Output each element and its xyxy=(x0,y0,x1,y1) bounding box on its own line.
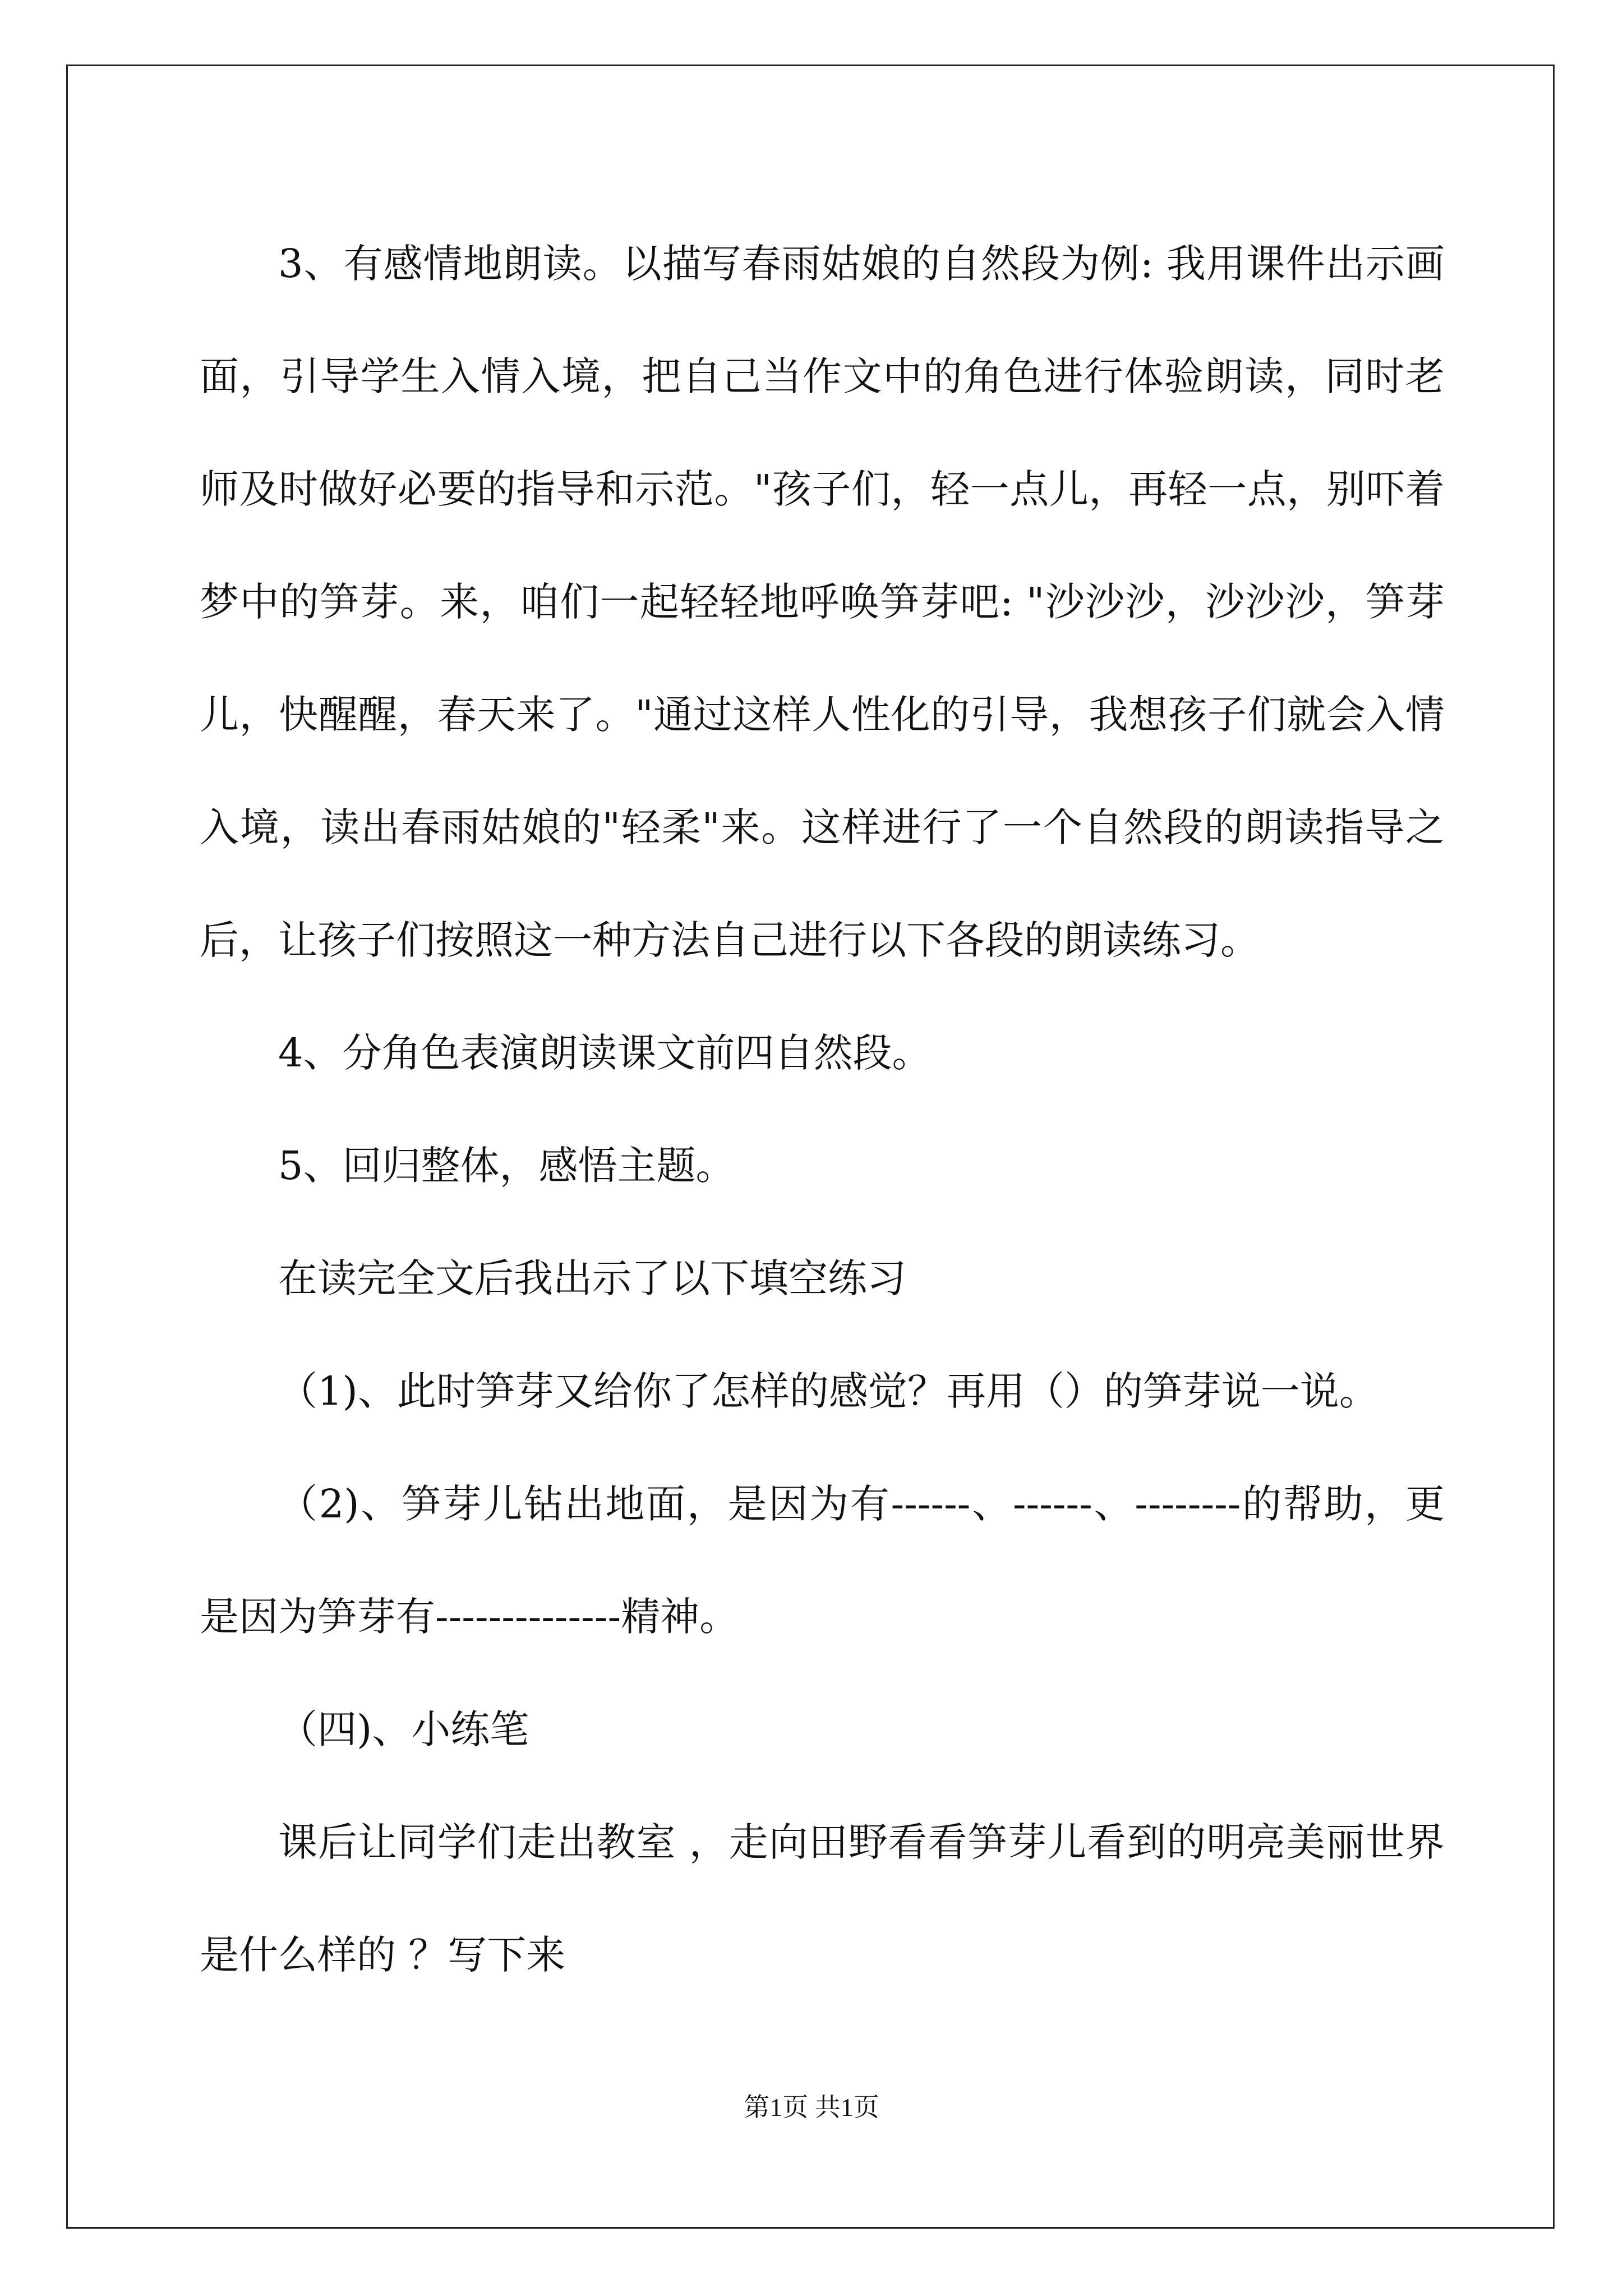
paragraph-reading-with-emotion: 3、有感情地朗读。以描写春雨姑娘的自然段为例: 我用课件出示画面，引导学生入情入境，把自己当作文中的角色进行体验朗读，同时老师及时做好必要的指导和示范。"孩子们，轻一点儿，再轻一点，别吓着梦中的笋芽。来，咱们一起轻轻地呼唤笋芽吧: "沙沙沙，沙沙沙，笋芽儿，快醒醒，春天来了。"通过这样人性化的引导，我想孩子们就会入情入境，读出春雨姑娘的"轻柔"来。这样进行了一个自然段的朗读指导之后，让孩子们按照这一种方法自己进行以下各段的朗读练习。 xyxy=(200,241,1445,963)
document-body xyxy=(200,208,1445,2012)
paragraph-exercise-1: （1)、此时笋芽又给你了怎样的感觉？再用（）的笋芽说一说。 xyxy=(278,1368,1378,1414)
paragraph-small-writing-heading: （四)、小练笔 xyxy=(278,1706,529,1752)
paragraph-return-to-whole: 5、回归整体，感悟主题。 xyxy=(278,1143,735,1189)
paragraph-after-class-task: 课后让同学们走出教室 ，走向田野看看笋芽儿看到的明亮美丽世界是什么样的 ？写下来 xyxy=(200,1819,1445,1978)
paragraph-fill-in-intro: 在读完全文后我出示了以下填空练习 xyxy=(278,1255,906,1301)
paragraph-role-play-reading: 4、分角色表演朗读课文前四自然段。 xyxy=(278,1030,932,1076)
page-footer: 第1页 共1页 xyxy=(744,2093,879,2122)
paragraph-exercise-2: （2)、笋芽儿钻出地面，是因为有------、------、--------的帮助，更是因为笋芽有--------------精神。 xyxy=(200,1481,1445,1640)
